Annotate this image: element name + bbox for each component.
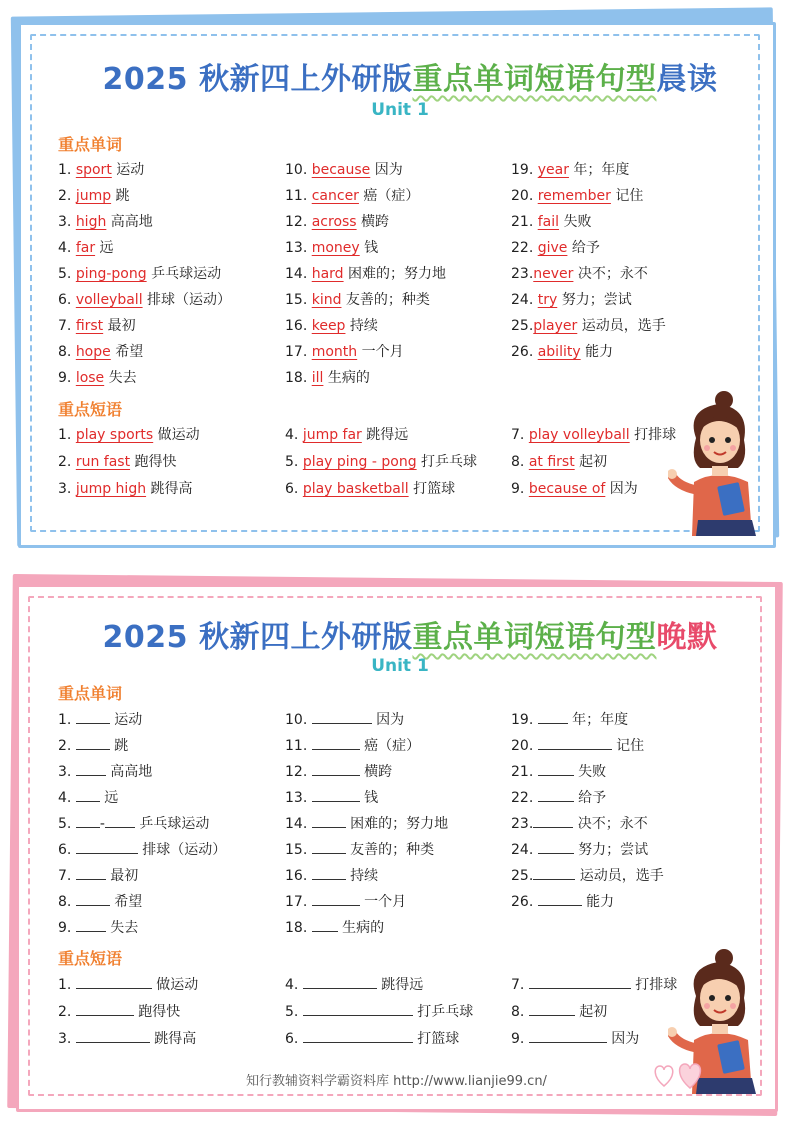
english-phrase: play basketball <box>302 481 409 497</box>
chinese-meaning: 起初 <box>574 1004 608 1020</box>
item-number: 3. <box>58 214 76 230</box>
chinese-meaning: 失去 <box>105 920 139 936</box>
chinese-meaning: 友善的；种类 <box>341 292 430 308</box>
dictation-row <box>58 814 209 833</box>
card1-phrases-heading: 重点短语 <box>58 400 123 419</box>
card1-unit: Unit 1 <box>371 100 429 120</box>
answer-blank[interactable] <box>76 892 110 906</box>
item-number: 18. <box>285 920 312 936</box>
title-part-b: 重点单词短语句型 <box>412 620 657 655</box>
dictation-row <box>58 736 128 755</box>
chinese-meaning: 希望 <box>110 344 144 360</box>
chinese-meaning: 记住 <box>611 738 645 754</box>
chinese-meaning: 做运动 <box>151 977 199 993</box>
chinese-meaning: 运动 <box>109 712 143 728</box>
item-number: 8. <box>511 454 529 470</box>
dictation-row <box>285 736 420 755</box>
answer-blank[interactable] <box>303 1002 413 1016</box>
chinese-meaning: 一个月 <box>359 894 407 910</box>
item-number: 10. <box>285 712 312 728</box>
word-row <box>511 317 666 335</box>
word-row <box>511 161 629 179</box>
chinese-meaning: 高高地 <box>106 214 153 230</box>
dictation-row <box>511 762 606 781</box>
answer-blank[interactable] <box>529 1029 607 1043</box>
english-word: remember <box>537 188 611 204</box>
chinese-meaning: 运动员，选手 <box>575 868 664 884</box>
item-number: 17. <box>285 344 312 360</box>
dictation-row <box>58 1002 180 1021</box>
item-number: 23. <box>511 266 534 282</box>
item-number: 15. <box>285 292 312 308</box>
answer-blank[interactable] <box>105 814 135 828</box>
dictation-row <box>285 710 404 729</box>
chinese-meaning: 癌（症） <box>359 738 421 754</box>
answer-blank[interactable] <box>303 1029 413 1043</box>
item-number: 8. <box>511 1004 529 1020</box>
item-number: 8. <box>58 894 76 910</box>
phrase-row <box>511 426 676 444</box>
word-row <box>285 265 446 283</box>
item-number: 1. <box>58 977 76 993</box>
word-row <box>58 291 231 309</box>
item-number: 8. <box>58 344 76 360</box>
english-word: cancer <box>311 188 359 204</box>
item-number: 23. <box>511 816 534 832</box>
item-number: 9. <box>58 370 76 386</box>
answer-blank[interactable] <box>76 788 100 802</box>
english-phrase: play volleyball <box>528 427 630 443</box>
word-row <box>58 239 114 257</box>
chinese-meaning: 持续 <box>345 318 378 334</box>
card2-title <box>60 612 760 656</box>
answer-blank[interactable] <box>76 918 106 932</box>
chinese-meaning: 跑得快 <box>133 1004 181 1020</box>
answer-blank[interactable] <box>76 814 100 828</box>
dictation-row <box>58 866 138 885</box>
dictation-row <box>285 814 448 833</box>
dictation-row <box>511 892 614 911</box>
teacher-girl-illustration <box>668 390 768 536</box>
chinese-meaning: 跳得远 <box>376 977 424 993</box>
dictation-row <box>285 762 392 781</box>
chinese-meaning: 横跨 <box>359 764 393 780</box>
phrase-row <box>285 453 477 471</box>
english-word: across <box>311 214 357 230</box>
title-part-a: 2025 秋新四上外研版 <box>102 620 413 655</box>
title-part-c: 晨读 <box>656 62 718 97</box>
item-number: 7. <box>58 868 76 884</box>
item-number: 19. <box>511 712 538 728</box>
chinese-meaning: 打篮球 <box>412 1031 460 1047</box>
chinese-meaning: 跳 <box>109 738 129 754</box>
answer-blank[interactable] <box>538 762 574 776</box>
chinese-meaning: 最初 <box>103 318 136 334</box>
word-row <box>58 317 136 335</box>
answer-blank[interactable] <box>303 975 377 989</box>
item-number: 11. <box>285 188 312 204</box>
item-number: 14. <box>285 266 312 282</box>
dictation-row <box>285 840 434 859</box>
chinese-meaning: 打排球 <box>630 977 678 993</box>
answer-blank[interactable] <box>76 1029 150 1043</box>
chinese-meaning: 高高地 <box>105 764 153 780</box>
item-number: 13. <box>285 240 312 256</box>
chinese-meaning: 跳得远 <box>361 427 409 443</box>
item-number: 4. <box>285 427 303 443</box>
dictation-row <box>285 918 384 937</box>
chinese-meaning: 年；年度 <box>567 712 629 728</box>
item-number: 9. <box>511 481 529 497</box>
answer-blank[interactable] <box>76 866 106 880</box>
chinese-meaning: 记住 <box>610 188 644 204</box>
english-word: fail <box>537 214 560 230</box>
english-word: ping-pong <box>75 266 147 282</box>
answer-blank[interactable] <box>76 1002 134 1016</box>
item-number: 2. <box>58 738 76 754</box>
chinese-meaning: 能力 <box>581 894 615 910</box>
phrase-row <box>511 453 607 471</box>
answer-blank[interactable] <box>312 762 360 776</box>
item-number: 9. <box>58 920 76 936</box>
dictation-row <box>285 975 423 994</box>
word-row <box>285 161 403 179</box>
phrase-row <box>285 480 455 498</box>
item-number: 5. <box>58 816 76 832</box>
chinese-meaning: 钱 <box>359 240 379 256</box>
item-number: 24. <box>511 292 538 308</box>
item-number: 26. <box>511 894 538 910</box>
answer-blank[interactable] <box>76 762 106 776</box>
dictation-row <box>58 918 138 937</box>
chinese-meaning: 癌（症） <box>358 188 420 204</box>
chinese-meaning: 远 <box>99 790 119 806</box>
answer-blank[interactable] <box>538 788 574 802</box>
chinese-meaning: 钱 <box>359 790 379 806</box>
chinese-meaning: 困难的；努力地 <box>345 816 449 832</box>
card2-unit: Unit 1 <box>371 656 429 676</box>
item-number: 14. <box>285 816 312 832</box>
english-phrase: play sports <box>75 427 154 443</box>
word-row <box>285 213 389 231</box>
item-number: 22. <box>511 790 538 806</box>
dictation-row <box>511 710 628 729</box>
item-number: 4. <box>58 790 76 806</box>
dictation-row <box>58 710 142 729</box>
item-number: 1. <box>58 712 76 728</box>
dictation-row <box>511 736 644 755</box>
item-number: 16. <box>285 868 312 884</box>
english-word: try <box>537 292 558 308</box>
answer-blank[interactable] <box>538 736 612 750</box>
phrase-row <box>58 480 193 498</box>
chinese-meaning: 打篮球 <box>408 481 456 497</box>
answer-blank[interactable] <box>529 1002 575 1016</box>
word-row <box>511 291 632 309</box>
chinese-meaning: 打乒乓球 <box>412 1004 474 1020</box>
chinese-meaning: 一个月 <box>357 344 404 360</box>
chinese-meaning: 因为 <box>370 162 403 178</box>
chinese-meaning: 远 <box>95 240 114 256</box>
chinese-meaning: 决不；永不 <box>573 266 648 282</box>
dictation-row <box>511 1029 639 1048</box>
item-number: 7. <box>511 427 529 443</box>
title-part-a: 2025 秋新四上外研版 <box>102 62 413 97</box>
answer-blank[interactable] <box>538 892 582 906</box>
item-number: 17. <box>285 894 312 910</box>
english-word: month <box>311 344 358 360</box>
item-number: 21. <box>511 214 538 230</box>
item-number: 7. <box>511 977 529 993</box>
answer-blank[interactable] <box>76 840 138 854</box>
item-number: 2. <box>58 454 76 470</box>
item-number: 13. <box>285 790 312 806</box>
english-phrase: run fast <box>75 454 131 470</box>
chinese-meaning: 生病的 <box>323 370 370 386</box>
word-row <box>58 213 153 231</box>
title-part-c: 晚默 <box>656 620 718 655</box>
item-number: 3. <box>58 1031 76 1047</box>
card1-title <box>60 54 760 98</box>
chinese-meaning: 年；年度 <box>568 162 630 178</box>
item-number: 2. <box>58 1004 76 1020</box>
card2-phrases-heading: 重点短语 <box>58 949 123 968</box>
chinese-meaning: 做运动 <box>153 427 200 443</box>
item-number: 19. <box>511 162 538 178</box>
chinese-meaning: 跑得快 <box>130 454 177 470</box>
chinese-meaning: 决不；永不 <box>573 816 648 832</box>
item-number: 20. <box>511 188 538 204</box>
phrase-row <box>58 453 177 471</box>
item-number: 11. <box>285 738 312 754</box>
english-word: ill <box>311 370 324 386</box>
item-number: 26. <box>511 344 538 360</box>
chinese-meaning: 持续 <box>345 868 379 884</box>
answer-blank[interactable] <box>76 736 110 750</box>
english-word: jump <box>75 188 112 204</box>
chinese-meaning: 因为 <box>371 712 405 728</box>
item-number: 4. <box>285 977 303 993</box>
chinese-meaning: 最初 <box>105 868 139 884</box>
item-number: 3. <box>58 481 76 497</box>
word-row <box>511 265 648 283</box>
dictation-row <box>511 866 664 885</box>
english-word: give <box>537 240 568 256</box>
chinese-meaning: 运动 <box>111 162 145 178</box>
item-number: 12. <box>285 214 312 230</box>
english-word: far <box>75 240 96 256</box>
answer-blank[interactable] <box>312 788 360 802</box>
dictation-row <box>285 1002 473 1021</box>
chinese-meaning: 希望 <box>109 894 143 910</box>
card1-words-heading: 重点单词 <box>58 135 123 154</box>
item-number: 5. <box>285 454 303 470</box>
english-word: player <box>533 318 578 334</box>
answer-blank[interactable] <box>76 975 152 989</box>
word-row <box>511 239 600 257</box>
item-number: 5. <box>58 266 76 282</box>
answer-blank[interactable] <box>533 814 573 828</box>
dictation-row <box>58 762 152 781</box>
english-word: hope <box>75 344 111 360</box>
chinese-meaning: 跳得高 <box>146 481 193 497</box>
dictation-row <box>511 975 677 994</box>
english-word: sport <box>75 162 112 178</box>
word-row <box>58 265 221 283</box>
title-part-b: 重点单词短语句型 <box>412 62 657 97</box>
chinese-meaning: 横跨 <box>356 214 390 230</box>
chinese-meaning: 起初 <box>574 454 608 470</box>
item-number: 3. <box>58 764 76 780</box>
dictation-row <box>285 788 378 807</box>
dictation-row <box>511 1002 607 1021</box>
word-row <box>285 239 378 257</box>
phrase-row <box>58 426 200 444</box>
answer-blank[interactable] <box>538 840 574 854</box>
answer-blank[interactable] <box>312 840 346 854</box>
english-phrase: jump high <box>75 481 147 497</box>
dictation-row <box>58 975 198 994</box>
item-number: 24. <box>511 842 538 858</box>
dictation-row <box>58 840 226 859</box>
item-number: 6. <box>58 292 76 308</box>
item-number: 7. <box>58 318 76 334</box>
item-number: 4. <box>58 240 76 256</box>
word-row <box>285 291 430 309</box>
chinese-meaning: 能力 <box>580 344 614 360</box>
dictation-row <box>285 866 378 885</box>
item-number: 6. <box>285 1031 303 1047</box>
chinese-meaning: 乒乓球运动 <box>134 816 210 832</box>
english-word: first <box>75 318 104 334</box>
item-number: 2. <box>58 188 76 204</box>
english-word: kind <box>311 292 342 308</box>
item-number: 12. <box>285 764 312 780</box>
hyphen: - <box>99 816 105 832</box>
chinese-meaning: 生病的 <box>337 920 385 936</box>
english-word: year <box>537 162 569 178</box>
dictation-row <box>58 1029 196 1048</box>
chinese-meaning: 失败 <box>573 764 607 780</box>
dictation-row <box>58 788 118 807</box>
english-phrase: play ping - pong <box>302 454 417 470</box>
chinese-meaning: 跳得高 <box>149 1031 197 1047</box>
chinese-meaning: 因为 <box>605 481 638 497</box>
item-number: 22. <box>511 240 538 256</box>
word-row <box>285 187 419 205</box>
dictation-row <box>511 814 648 833</box>
english-word: lose <box>75 370 105 386</box>
chinese-meaning: 失败 <box>559 214 592 230</box>
item-number: 21. <box>511 764 538 780</box>
chinese-meaning: 努力；尝试 <box>573 842 649 858</box>
answer-blank[interactable] <box>312 814 346 828</box>
answer-blank[interactable] <box>312 736 360 750</box>
answer-blank[interactable] <box>76 710 110 724</box>
item-number: 20. <box>511 738 538 754</box>
english-word: because <box>311 162 371 178</box>
english-word: keep <box>311 318 346 334</box>
item-number: 1. <box>58 162 76 178</box>
item-number: 6. <box>285 481 303 497</box>
dictation-row <box>285 1029 459 1048</box>
english-word: high <box>75 214 107 230</box>
word-row <box>511 343 613 361</box>
item-number: 16. <box>285 318 312 334</box>
phrase-row <box>285 426 408 444</box>
word-row <box>58 369 137 387</box>
chinese-meaning: 打排球 <box>629 427 677 443</box>
dictation-row <box>285 892 406 911</box>
item-number: 6. <box>58 842 76 858</box>
word-row <box>58 187 130 205</box>
word-row <box>285 369 370 387</box>
word-row <box>58 161 144 179</box>
english-word: ability <box>537 344 581 360</box>
footer-source: 知行教辅资料学霸资料库 http://www.lianjie99.cn/ <box>246 1074 547 1089</box>
chinese-meaning: 努力；尝试 <box>557 292 632 308</box>
english-phrase: because of <box>528 481 606 497</box>
chinese-meaning: 给予 <box>573 790 607 806</box>
item-number: 15. <box>285 842 312 858</box>
item-number: 25. <box>511 318 534 334</box>
chinese-meaning: 排球（运动） <box>137 842 227 858</box>
answer-blank[interactable] <box>533 866 575 880</box>
item-number: 5. <box>285 1004 303 1020</box>
item-number: 18. <box>285 370 312 386</box>
dictation-row <box>511 840 648 859</box>
english-word: never <box>533 266 574 282</box>
dictation-row <box>511 788 606 807</box>
item-number: 10. <box>285 162 312 178</box>
english-phrase: jump far <box>302 427 362 443</box>
chinese-meaning: 失去 <box>104 370 137 386</box>
chinese-meaning: 乒乓球运动 <box>146 266 222 282</box>
word-row <box>511 213 591 231</box>
chinese-meaning: 跳 <box>111 188 130 204</box>
word-row <box>285 317 378 335</box>
english-phrase: at first <box>528 454 575 470</box>
word-row <box>285 343 404 361</box>
phrase-row <box>511 480 638 498</box>
answer-blank[interactable] <box>312 710 372 724</box>
chinese-meaning: 运动员，选手 <box>577 318 666 334</box>
word-row <box>511 187 643 205</box>
item-number: 25. <box>511 868 534 884</box>
chinese-meaning: 友善的；种类 <box>345 842 435 858</box>
card2-words-heading: 重点单词 <box>58 684 123 703</box>
answer-blank[interactable] <box>312 918 338 932</box>
chinese-meaning: 排球（运动） <box>142 292 232 308</box>
item-number: 1. <box>58 427 76 443</box>
answer-blank[interactable] <box>538 710 568 724</box>
chinese-meaning: 困难的；努力地 <box>343 266 447 282</box>
english-word: hard <box>311 266 344 282</box>
english-word: money <box>311 240 360 256</box>
answer-blank[interactable] <box>312 892 360 906</box>
answer-blank[interactable] <box>529 975 631 989</box>
english-word: volleyball <box>75 292 143 308</box>
chinese-meaning: 因为 <box>606 1031 640 1047</box>
word-row <box>58 343 143 361</box>
answer-blank[interactable] <box>312 866 346 880</box>
dictation-row <box>58 892 142 911</box>
chinese-meaning: 给予 <box>567 240 600 256</box>
item-number: 9. <box>511 1031 529 1047</box>
chinese-meaning: 打乒乓球 <box>416 454 478 470</box>
